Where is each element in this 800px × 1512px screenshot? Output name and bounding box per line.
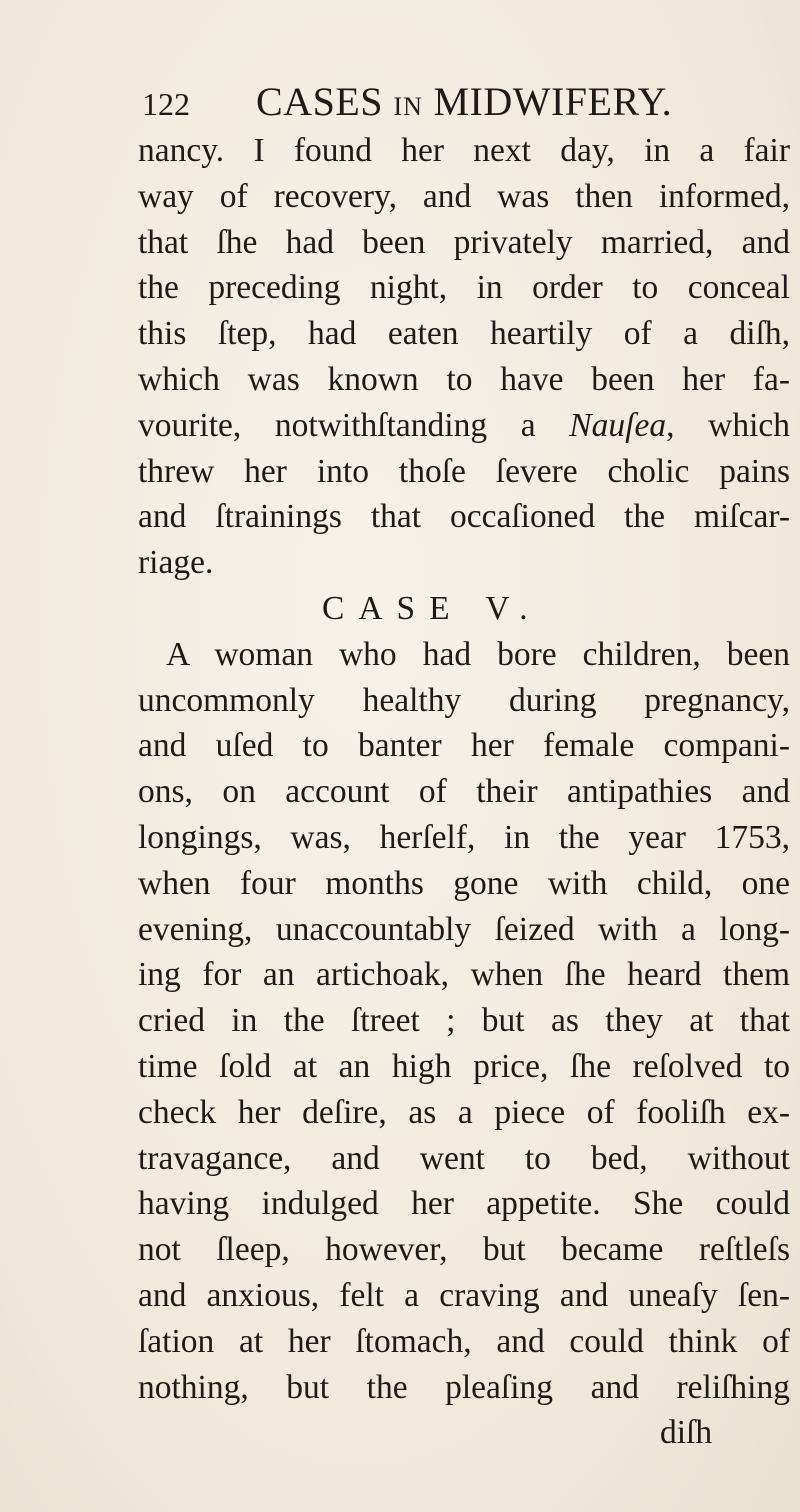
- text-line: which was known to have been her fa-: [138, 360, 790, 398]
- case-heading: CASE V.: [322, 589, 542, 627]
- catchword: diſh: [660, 1414, 713, 1452]
- page-number: 122: [142, 86, 190, 122]
- text-line: this ſtep, had eaten heartily of a diſh,: [138, 315, 790, 353]
- text-line: uncommonly healthy during pregnancy,: [138, 681, 790, 719]
- text-line: [138, 403, 790, 449]
- text-line: check her deſire, as a piece of fooliſh ex-: [138, 1093, 790, 1131]
- text-segment: , which: [666, 406, 790, 444]
- text-line: not ſleep, however, but became reſtleſs: [138, 1231, 790, 1269]
- text-line: longings, was, herſelf, in the year 1753,: [138, 818, 790, 856]
- text-line: cried in the ſtreet ; but as they at that: [138, 1002, 790, 1040]
- italic-term-nausea: Nauſea: [569, 406, 667, 444]
- text-line: and uſed to banter her female compani-: [138, 727, 790, 765]
- running-head: [256, 78, 672, 125]
- text-line: nothing, but the pleaſing and reliſhing: [138, 1368, 790, 1406]
- running-head-word-2: IN: [393, 92, 423, 121]
- text-line: way of recovery, and was then informed,: [138, 177, 790, 215]
- running-head-word-3: MIDWIFERY.: [433, 79, 673, 124]
- text-line: ons, on account of their antipathies and: [138, 773, 790, 811]
- text-line: having indulged her appetite. She could: [138, 1185, 790, 1223]
- page-header: [142, 78, 702, 128]
- text-line: nancy. I found her next day, in a fair: [138, 132, 790, 169]
- text-line: the preceding night, in order to conceal: [138, 269, 790, 307]
- text-segment: vourite, notwithſtanding a: [138, 406, 536, 444]
- text-line: ing for an artichoak, when ſhe heard them: [138, 956, 790, 994]
- running-head-word-1: CASES: [256, 79, 383, 124]
- text-line: riage.: [138, 544, 214, 582]
- text-line: when four months gone with child, one: [138, 864, 790, 902]
- text-line: ſation at her ſtomach, and could think of: [138, 1322, 790, 1360]
- text-block: [138, 128, 790, 1456]
- text-line: travagance, and went to bed, without: [138, 1139, 790, 1177]
- text-line: time ſold at an high price, ſhe reſolved to: [138, 1047, 790, 1085]
- text-line: and ſtrainings that occaſioned the miſcar-: [138, 498, 790, 536]
- text-line: threw her into thoſe ſevere cholic pains: [138, 452, 790, 490]
- text-line: evening, unaccountably ſeized with a long-: [138, 910, 790, 948]
- text-line: A woman who had bore children, been: [166, 635, 790, 673]
- text-line: and anxious, felt a craving and uneaſy ſen-: [138, 1276, 790, 1314]
- text-line: that ſhe had been privately married, and: [138, 223, 790, 261]
